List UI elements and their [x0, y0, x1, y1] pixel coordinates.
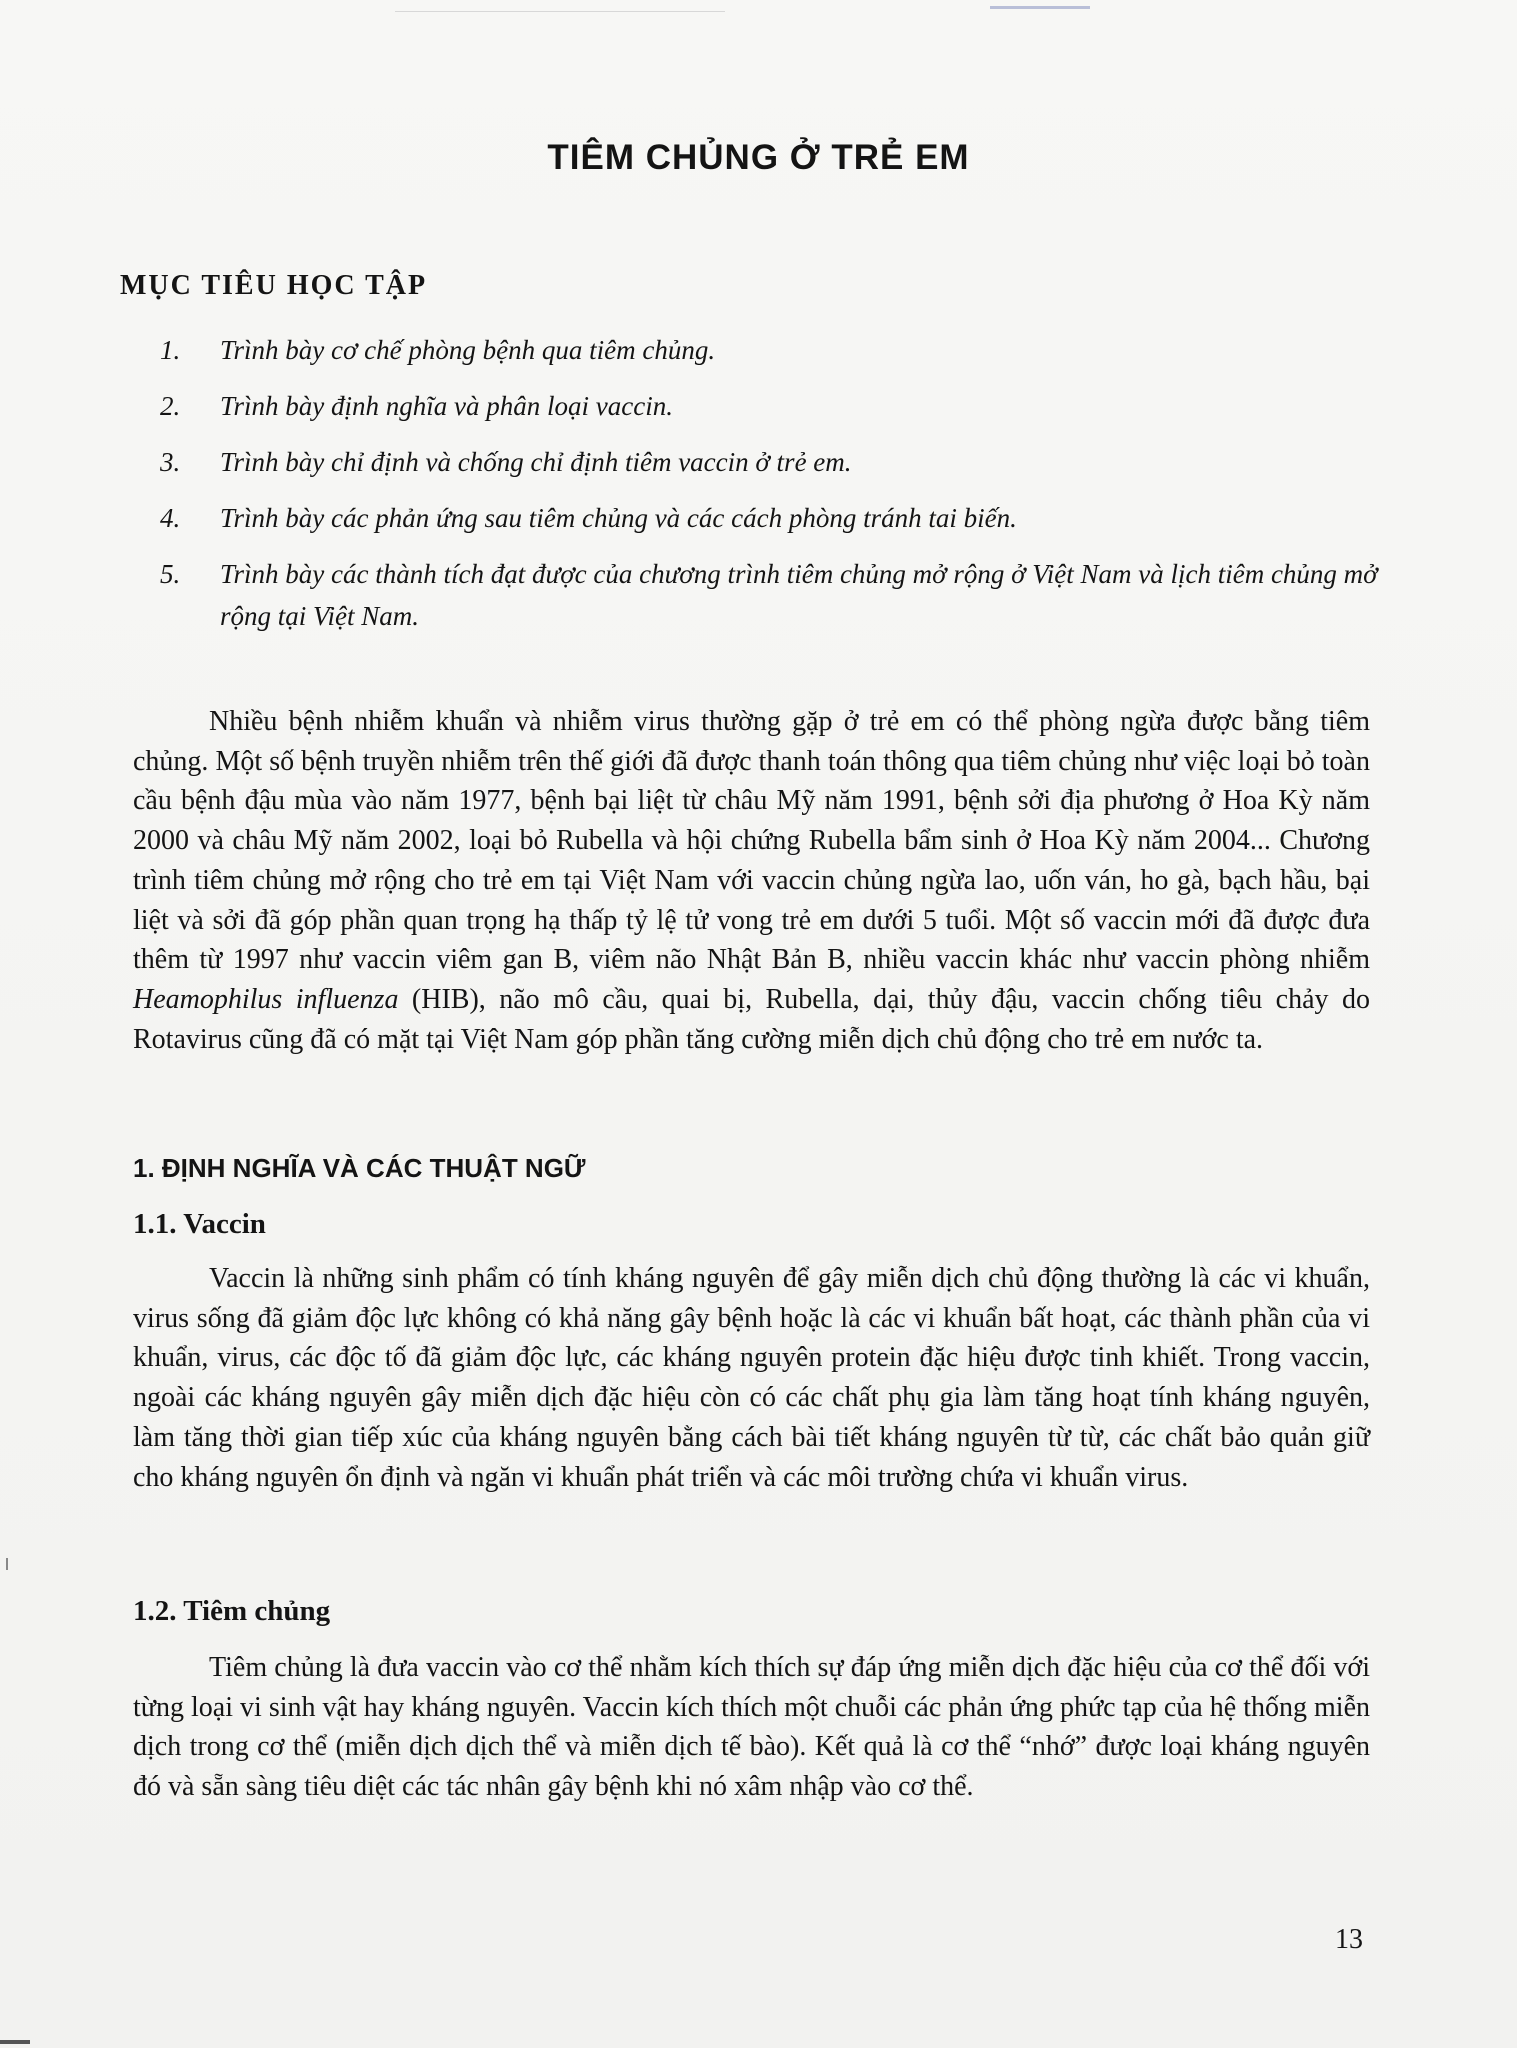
objective-number: 5. [160, 559, 181, 589]
intro-text-cont: (HIB), não mô cầu, quai bị, Rubella, dại, thủy đậu, vaccin chống tiêu chảy do Rotavirus cũng đã có mặt tại Việt Nam góp phần tăng cường miễn dịch chủ động cho trẻ em nước ta. [133, 983, 1370, 1055]
objective-number: 4. [160, 503, 181, 533]
subsection-heading: 1.2. Tiêm chủng [133, 1595, 331, 1627]
scan-artifact [395, 11, 725, 12]
intro-text: Nhiều bệnh nhiễm khuẩn và nhiễm virus thường gặp ở trẻ em có thể phòng ngừa được bằng tiêm chủng. Một số bệnh truyền nhiễm trên thế giới đã được thanh toán thông qua tiêm chủng như việc loại bỏ toàn cầu bệnh đậu mùa vào năm 1977, bệnh bại liệt từ châu Mỹ năm 1991, bệnh sởi địa phương ở Hoa Kỳ năm 2000 và châu Mỹ năm 2002, loại bỏ Rubella và hội chứng Rubella bẩm sinh ở Hoa Kỳ năm 2004... Chương trình tiêm chủng mở rộng cho trẻ em tại Việt Nam với vaccin chủng ngừa lao, uốn ván, ho gà, bạch hầu, bại liệt và sởi đã góp phần quan trọng hạ thấp tỷ lệ tử vong trẻ em dưới 5 tuổi. Một số vaccin mới đã được đưa thêm từ 1997 như vaccin viêm gan B, viêm não Nhật Bản B, nhiều vaccin khác như vaccin phòng nhiễm [133, 706, 1370, 976]
objectives-heading: MỤC TIÊU HỌC TẬP [120, 270, 428, 301]
objective-number: 1. [160, 335, 181, 365]
objective-text: Trình bày các thành tích đạt được của chương trình tiêm chủng mở rộng ở Việt Nam và lịch tiêm chủng mở rộng tại Việt Nam. [220, 559, 1378, 631]
subsection-heading: 1.1. Vaccin [133, 1208, 266, 1240]
objective-item [160, 322, 1390, 378]
objective-number: 2. [160, 391, 181, 421]
intro-paragraph [133, 702, 1370, 1059]
objective-item [160, 546, 1390, 644]
page-number: 13 [1335, 1924, 1363, 1955]
section-heading: 1. ĐỊNH NGHĨA VÀ CÁC THUẬT NGỮ [133, 1153, 586, 1183]
intro-italic-term: Heamophilus influenza [133, 983, 399, 1015]
objective-text: Trình bày cơ chế phòng bệnh qua tiêm chủng. [220, 335, 716, 365]
vaccin-paragraph: Vaccin là những sinh phẩm có tính kháng nguyên để gây miễn dịch chủ động thường là các vi khuẩn, virus sống đã giảm độc lực không có khả năng gây bệnh hoặc là các vi khuẩn bất hoạt, các thành phần của vi khuẩn, virus, các độc tố đã giảm độc lực, các kháng nguyên protein đặc hiệu được tinh khiết. Trong vaccin, ngoài các kháng nguyên gây miễn dịch đặc hiệu còn có các chất phụ gia làm tăng hoạt tính kháng nguyên, làm tăng thời gian tiếp xúc của kháng nguyên bằng cách bài tiết kháng nguyên từ từ, các chất bảo quản giữ cho kháng nguyên ổn định và ngăn vi khuẩn phát triển và các môi trường chứa vi khuẩn virus. [133, 1263, 1370, 1493]
tiem-chung-paragraph: Tiêm chủng là đưa vaccin vào cơ thể nhằm kích thích sự đáp ứng miễn dịch đặc hiệu của cơ thể đối với từng loại vi sinh vật hay kháng nguyên. Vaccin kích thích một chuỗi các phản ứng phức tạp của hệ thống miễn dịch trong cơ thể (miễn dịch dịch thể và miễn dịch tế bào). Kết quả là cơ thể “nhớ” được loại kháng nguyên đó và sẵn sàng tiêu diệt các tác nhân gây bệnh khi nó xâm nhập vào cơ thể. [133, 1652, 1370, 1803]
objective-item [160, 490, 1390, 546]
page-title: TIÊM CHỦNG Ở TRẺ EM [547, 138, 970, 177]
objective-number: 3. [160, 447, 181, 477]
objective-text: Trình bày chỉ định và chống chỉ định tiêm vaccin ở trẻ em. [220, 447, 852, 477]
scan-artifact [990, 6, 1090, 9]
scan-artifact [0, 2040, 30, 2044]
objective-text: Trình bày các phản ứng sau tiêm chủng và các cách phòng tránh tai biến. [220, 503, 1017, 533]
scan-artifact [6, 1558, 8, 1570]
objective-item [160, 378, 1390, 434]
objectives-list [160, 322, 1390, 644]
objective-text: Trình bày định nghĩa và phân loại vaccin. [220, 391, 673, 421]
objective-item [160, 434, 1390, 490]
